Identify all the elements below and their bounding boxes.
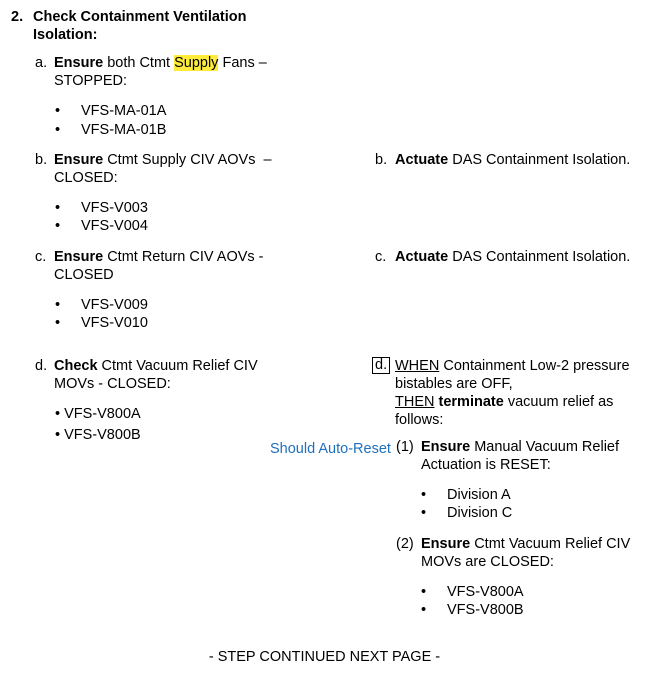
substep-c-verb: Ensure [54,249,104,265]
auto-reset-note: Should Auto-Reset [270,441,391,457]
rnr-d-then: THEN [395,394,435,410]
step-title [33,8,247,44]
rnr-d-text: WHEN Containment Low-2 pressure bistables are OFF, THEN terminate vacuum relief as follows: [395,358,630,428]
step-number: 2. [11,9,24,25]
substep-d-verb: Check [54,358,98,374]
substep-a-post: Fans – [218,55,267,71]
highlighted-word: Supply [174,55,219,71]
substep-a-label: a. [35,55,48,71]
step-title-line2: Isolation: [33,27,98,43]
substep-d-label: d. [35,358,48,374]
list-item: • VFS-V800B [55,427,141,443]
rnr-c-text: Actuate DAS Containment Isolation. [395,249,631,265]
substep-a-verb: Ensure [54,55,104,71]
sub2-number: (2) [396,536,414,552]
rnr-d-when: WHEN [395,358,440,374]
sub2-text: Ensure Ctmt Vacuum Relief CIV MOVs are CLOSED: [421,536,631,570]
substep-c-label: c. [35,249,47,265]
substep-d-text: Check Ctmt Vacuum Relief CIV MOVs - CLOSED: [54,358,258,392]
substep-a-line2: STOPPED: [54,73,128,89]
substep-a-text [54,54,267,90]
rnr-d-label-box: d. [372,356,390,374]
sub1-text: Ensure Manual Vacuum Relief Actuation is RESET: [421,439,620,473]
list-item: • VFS-V800A [55,406,141,422]
substep-c-text: Ensure Ctmt Return CIV AOVs - CLOSED [54,249,264,283]
rnr-b-text: Actuate DAS Containment Isolation. [395,152,631,168]
step-continued-footer: - STEP CONTINUED NEXT PAGE - [208,649,441,665]
substep-b-text: Ensure Ctmt Supply CIV AOVs – CLOSED: [54,152,272,186]
substep-b-verb: Ensure [54,152,104,168]
sub1-number: (1) [396,439,414,455]
rnr-b-label: b. [375,152,388,168]
substep-b-label: b. [35,152,48,168]
rnr-c-label: c. [375,249,387,265]
substep-a-pre: both Ctmt [103,55,175,71]
step-title-line1: Check Containment Ventilation [33,9,247,25]
